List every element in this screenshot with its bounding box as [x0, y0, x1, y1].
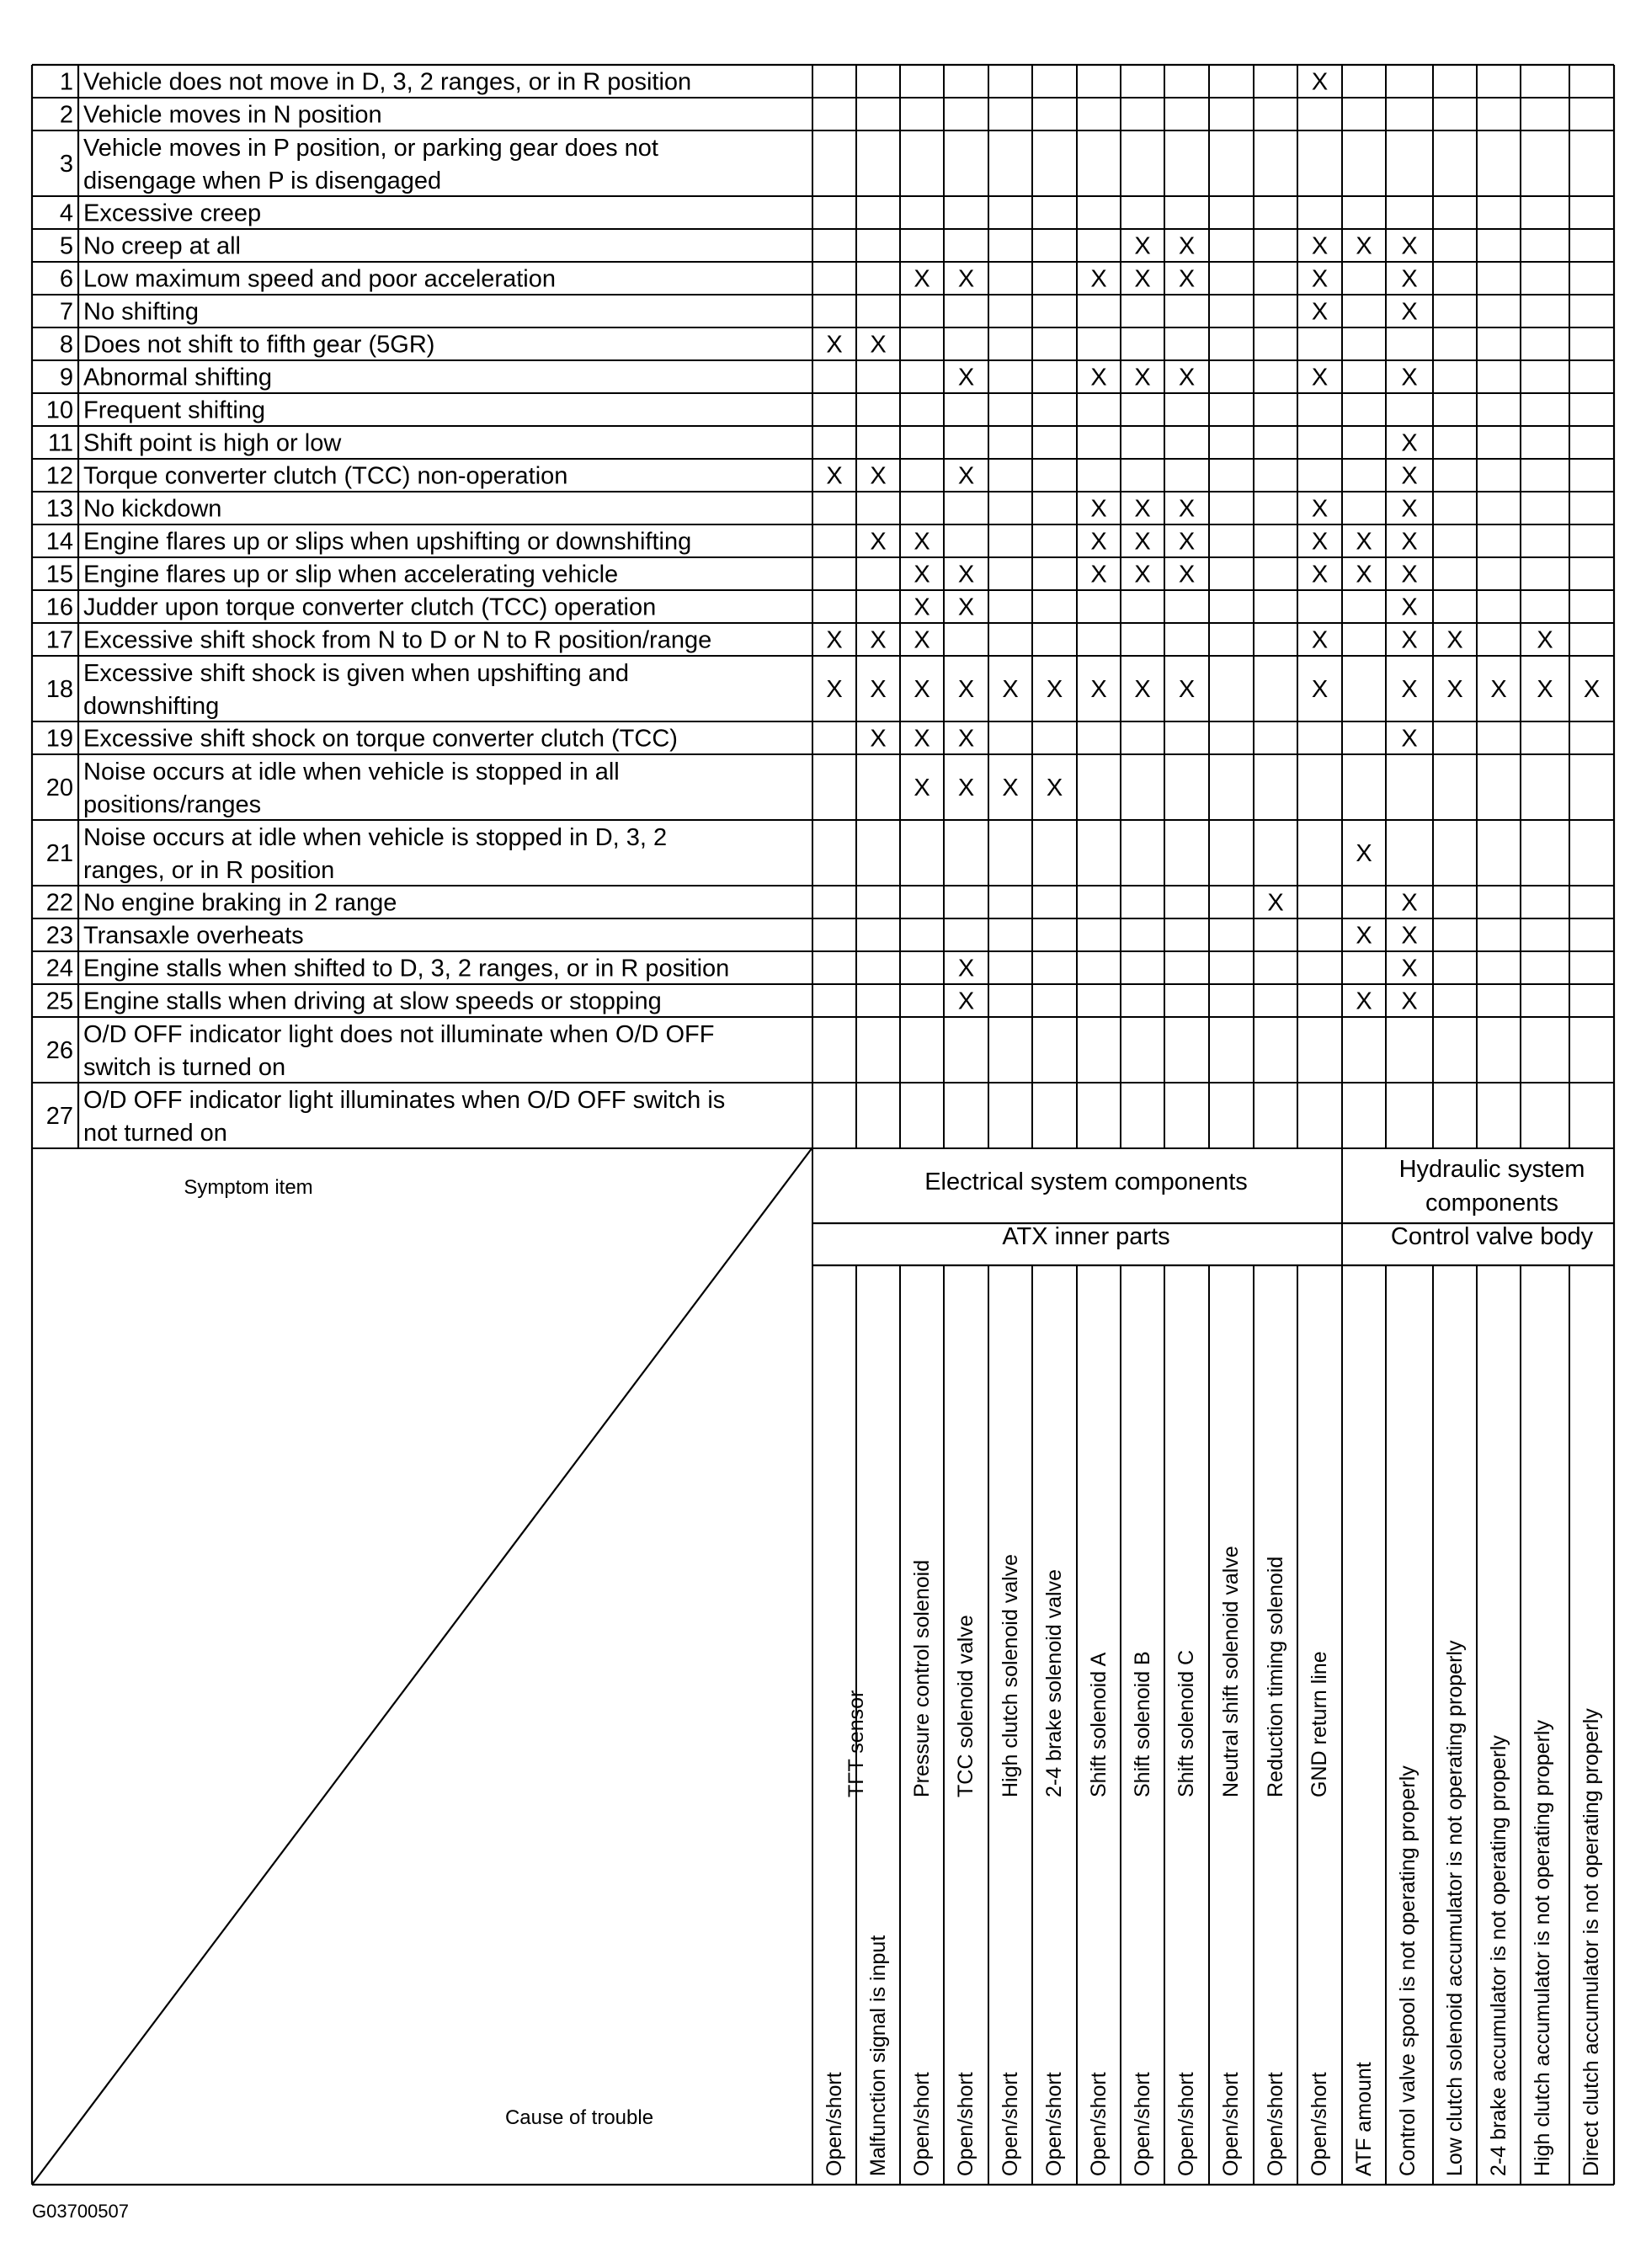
cause-mark: X	[1311, 265, 1329, 293]
symptom-text: downshifting	[83, 693, 220, 720]
component-column	[1131, 1651, 1154, 2176]
symptom-text: Noise occurs at idle when vehicle is stopped in D, 3, 2	[83, 824, 668, 851]
cause-mark: X	[1134, 265, 1151, 293]
component-name: Pressure control solenoid	[910, 1559, 934, 1797]
header-area	[184, 1156, 1603, 2176]
component-condition: Control valve spool is not operating properly	[1396, 1765, 1420, 2176]
symptom-item-label: Symptom item	[184, 1176, 313, 1199]
cause-mark: X	[1090, 528, 1107, 556]
component-column	[1396, 1765, 1420, 2176]
symptom-number: 18	[45, 676, 73, 703]
component-condition: Open/short	[1219, 2072, 1243, 2176]
component-column	[1487, 1735, 1510, 2176]
symptom-number: 11	[47, 429, 73, 457]
cause-mark: X	[826, 462, 843, 490]
hydraulic-system-header	[1399, 1156, 1585, 1217]
cause-mark: X	[1583, 676, 1601, 703]
cause-mark: X	[1356, 840, 1372, 867]
cause-mark: X	[957, 775, 975, 801]
symptom-text: Noise occurs at idle when vehicle is stopped in all	[83, 759, 620, 785]
cause-mark: X	[1446, 626, 1463, 654]
symptom-text: Excessive shift shock on torque converter clutch (TCC)	[83, 725, 678, 753]
component-column	[999, 1554, 1022, 2176]
symptom-text: Excessive shift shock from N to D or N to R position/range	[83, 626, 712, 654]
component-condition: Open/short	[1042, 2072, 1066, 2176]
cause-mark: X	[1401, 232, 1418, 260]
cause-marks	[826, 69, 1600, 1015]
symptom-text: O/D OFF indicator light does not illuminate when O/D OFF	[83, 1021, 715, 1048]
symptom-row	[46, 660, 629, 720]
cause-mark: X	[1401, 364, 1418, 391]
cause-mark: X	[1401, 429, 1418, 457]
symptom-row	[46, 1087, 726, 1147]
cause-mark: X	[1356, 561, 1372, 588]
symptom-text: Vehicle does not move in D, 3, 2 ranges, or in R position	[83, 68, 692, 96]
component-column	[910, 1560, 934, 2176]
symptom-number: 10	[45, 397, 73, 424]
cause-mark: X	[957, 955, 975, 982]
symptom-number: 3	[59, 151, 73, 178]
symptom-number: 21	[45, 840, 73, 867]
component-column	[1443, 1640, 1467, 2176]
symptom-number: 4	[59, 200, 73, 227]
cause-mark: X	[1134, 364, 1151, 391]
component-column	[1579, 1708, 1603, 2176]
cause-mark: X	[1490, 676, 1507, 703]
cause-mark: X	[1537, 626, 1553, 654]
cause-mark: X	[1311, 528, 1329, 556]
cause-mark: X	[1311, 495, 1329, 523]
component-column	[1531, 1720, 1554, 2176]
atx-inner-parts-header: ATX inner parts	[1002, 1223, 1170, 1250]
symptom-text: No engine braking in 2 range	[83, 889, 397, 917]
cause-mark: X	[1401, 922, 1418, 950]
symptom-text: Low maximum speed and poor acceleration	[83, 265, 556, 293]
component-name: 2-4 brake solenoid valve	[1042, 1569, 1066, 1797]
component-column	[1175, 1650, 1198, 2176]
component-condition: Low clutch solenoid accumulator is not operating properly	[1443, 1640, 1467, 2176]
component-name: GND return line	[1308, 1651, 1331, 1797]
symptom-row	[46, 594, 657, 621]
symptom-number: 22	[45, 889, 73, 917]
cause-mark: X	[1090, 495, 1107, 523]
symptom-number: 27	[45, 1103, 73, 1130]
cause-mark: X	[1134, 232, 1151, 260]
cause-mark: X	[1134, 561, 1151, 588]
cause-mark: X	[1178, 528, 1196, 556]
cause-mark: X	[957, 462, 975, 490]
symptom-text: Frequent shifting	[83, 397, 266, 424]
cause-mark: X	[1311, 232, 1329, 260]
control-valve-body-header: Control valve body	[1390, 1223, 1594, 1250]
component-condition: Open/short	[954, 2072, 977, 2176]
symptom-row	[60, 69, 691, 96]
symptom-number: 8	[59, 331, 73, 359]
symptom-text: Abnormal shifting	[83, 364, 273, 391]
cause-mark: X	[1178, 495, 1196, 523]
cause-mark: X	[1401, 889, 1418, 917]
cause-mark: X	[1356, 988, 1372, 1015]
cause-mark: X	[1356, 528, 1372, 556]
hydraulic-header-line: Hydraulic system	[1398, 1156, 1585, 1183]
symptom-text: Engine stalls when shifted to D, 3, 2 ranges, or in R position	[83, 955, 730, 982]
cause-mark: X	[1178, 265, 1196, 293]
component-column	[1264, 1557, 1287, 2176]
electrical-system-header: Electrical system components	[924, 1169, 1248, 1195]
symptom-text: O/D OFF indicator light illuminates when O/D OFF switch is	[83, 1087, 726, 1114]
symptom-number: 15	[45, 561, 73, 588]
symptom-text: Vehicle moves in N position	[83, 101, 382, 129]
component-condition: Open/short	[1087, 2072, 1111, 2176]
symptom-row	[46, 562, 618, 588]
symptom-row	[60, 200, 261, 227]
cause-mark: X	[1446, 676, 1463, 703]
symptom-row	[60, 102, 382, 129]
cause-mark: X	[1134, 495, 1151, 523]
symptom-number: 13	[45, 495, 73, 523]
cause-mark: X	[957, 676, 975, 703]
cause-mark: X	[914, 528, 930, 556]
component-name: Shift solenoid A	[1087, 1652, 1111, 1797]
symptom-number: 17	[45, 626, 73, 654]
component-name: Shift solenoid C	[1175, 1649, 1198, 1797]
cause-mark: X	[870, 528, 887, 556]
cause-mark: X	[1002, 676, 1019, 703]
cause-mark: X	[957, 561, 975, 588]
cause-mark: X	[1401, 462, 1418, 490]
cause-mark: X	[1134, 528, 1151, 556]
symptom-number: 20	[45, 775, 73, 801]
cause-mark: X	[1311, 68, 1329, 96]
cause-mark: X	[914, 725, 930, 753]
component-column	[1308, 1651, 1331, 2176]
symptom-text: disengage when P is disengaged	[83, 168, 442, 194]
symptom-row	[46, 726, 678, 753]
component-condition: Open/short	[823, 2072, 846, 2176]
cause-mark: X	[1401, 528, 1418, 556]
tft-sensor-label: TFT sensor	[844, 1690, 868, 1797]
cause-mark: X	[1178, 561, 1196, 588]
component-name: TCC solenoid valve	[954, 1615, 977, 1797]
component-condition: Open/short	[1175, 2072, 1198, 2176]
cause-mark: X	[1356, 922, 1372, 950]
symptom-row	[60, 266, 556, 293]
component-labels	[823, 1546, 1603, 2176]
cause-mark: X	[1401, 298, 1418, 326]
cause-mark: X	[870, 676, 887, 703]
cause-mark: X	[1178, 364, 1196, 391]
component-condition: Open/short	[1264, 2072, 1287, 2176]
cause-mark: X	[1311, 298, 1329, 326]
cause-mark: X	[1090, 364, 1107, 391]
cause-mark: X	[1046, 775, 1063, 801]
symptom-row	[48, 430, 342, 457]
symptom-text: positions/ranges	[83, 791, 262, 818]
symptom-text: No creep at all	[83, 232, 241, 260]
cause-mark: X	[1311, 626, 1329, 654]
component-name: Shift solenoid B	[1131, 1651, 1154, 1797]
component-condition: Open/short	[1131, 2072, 1154, 2176]
symptom-row	[46, 463, 568, 490]
cause-of-trouble-label: Cause of trouble	[504, 2106, 654, 2129]
symptom-number: 6	[59, 265, 73, 293]
cause-mark: X	[826, 676, 843, 703]
cause-mark: X	[957, 594, 975, 621]
component-name: Neutral shift solenoid valve	[1219, 1546, 1243, 1797]
symptom-number: 24	[45, 955, 73, 982]
symptom-row	[60, 135, 658, 194]
cause-mark: X	[870, 626, 887, 654]
component-column	[866, 1935, 890, 2176]
cause-mark: X	[870, 725, 887, 753]
cause-mark: X	[1401, 676, 1418, 703]
symptom-row	[60, 299, 199, 326]
component-column	[1042, 1569, 1066, 2176]
symptom-number: 9	[59, 364, 73, 391]
symptom-row	[46, 529, 691, 556]
symptom-text: No shifting	[83, 298, 200, 326]
symptom-text: Judder upon torque converter clutch (TCC) operation	[83, 594, 657, 621]
symptom-number: 19	[45, 725, 73, 753]
cause-mark: X	[1311, 676, 1329, 703]
cause-mark: X	[1134, 676, 1151, 703]
cause-mark: X	[1356, 232, 1372, 260]
symptom-text: Engine stalls when driving at slow speeds or stopping	[83, 988, 662, 1015]
cause-mark: X	[1311, 364, 1329, 391]
symptom-number: 7	[59, 298, 73, 326]
symptom-text: Transaxle overheats	[83, 922, 304, 950]
symptom-text: Does not shift to fifth gear (5GR)	[83, 331, 435, 359]
cause-mark: X	[870, 462, 887, 490]
cause-mark: X	[914, 561, 930, 588]
cause-mark: X	[914, 594, 930, 621]
symptom-row	[46, 988, 662, 1015]
symptom-text: not turned on	[83, 1120, 227, 1147]
symptom-text: switch is turned on	[83, 1054, 286, 1081]
symptom-row	[46, 1021, 715, 1081]
cause-mark: X	[957, 988, 975, 1015]
symptom-number: 14	[45, 528, 73, 556]
cause-mark: X	[914, 676, 930, 703]
cause-mark: X	[1401, 561, 1418, 588]
symptom-number: 12	[45, 462, 73, 490]
symptom-number: 5	[59, 232, 73, 260]
component-condition: ATF amount	[1352, 2062, 1376, 2176]
cause-mark: X	[1401, 626, 1418, 654]
component-condition: High clutch accumulator is not operating properly	[1531, 1720, 1554, 2176]
component-name: Reduction timing solenoid	[1264, 1556, 1287, 1797]
symptom-number: 26	[45, 1037, 73, 1064]
symptom-row	[46, 956, 730, 982]
component-column	[954, 1615, 977, 2176]
symptom-number: 2	[59, 101, 73, 129]
symptom-row	[46, 824, 667, 884]
cause-mark: X	[1002, 775, 1019, 801]
symptom-row	[60, 332, 435, 359]
figure-id: G03700507	[32, 2201, 129, 2222]
component-condition: Open/short	[999, 2072, 1022, 2176]
component-column	[1219, 1546, 1243, 2176]
component-condition: 2-4 brake accumulator is not operating properly	[1487, 1735, 1510, 2176]
cause-mark: X	[1311, 561, 1329, 588]
cause-mark: X	[826, 331, 843, 359]
symptom-row	[46, 923, 304, 950]
symptom-number: 1	[59, 68, 73, 96]
cause-mark: X	[870, 331, 887, 359]
symptom-row	[46, 890, 397, 917]
cause-mark: X	[914, 265, 930, 293]
cause-mark: X	[1537, 676, 1553, 703]
symptom-row	[46, 759, 620, 818]
symptom-row	[60, 365, 272, 391]
symptom-row	[46, 496, 222, 523]
cause-mark: X	[957, 725, 975, 753]
cause-mark: X	[1046, 676, 1063, 703]
component-column	[1087, 1652, 1111, 2176]
symptom-number: 23	[45, 922, 73, 950]
cause-mark: X	[1267, 889, 1284, 917]
symptom-number: 16	[45, 594, 73, 621]
symptom-row	[60, 233, 241, 260]
cause-mark: X	[1401, 495, 1418, 523]
cause-mark: X	[914, 775, 930, 801]
symptom-text: Excessive creep	[83, 200, 262, 227]
component-condition: Malfunction signal is input	[866, 1935, 890, 2176]
cause-mark: X	[826, 626, 843, 654]
symptom-text: ranges, or in R position	[83, 857, 335, 884]
cause-mark: X	[1090, 561, 1107, 588]
symptom-number: 25	[45, 988, 73, 1015]
cause-mark: X	[1178, 232, 1196, 260]
component-condition: Open/short	[910, 2072, 934, 2176]
cause-mark: X	[1401, 594, 1418, 621]
symptom-text: Vehicle moves in P position, or parking gear does not	[83, 135, 658, 162]
cause-mark: X	[1401, 265, 1418, 293]
cause-mark: X	[957, 265, 975, 293]
cause-mark: X	[1178, 676, 1196, 703]
component-column	[1352, 2062, 1376, 2176]
component-condition: Direct clutch accumulator is not operating properly	[1579, 1708, 1603, 2176]
symptom-text: Engine flares up or slip when accelerating vehicle	[83, 561, 619, 588]
hydraulic-header-line: components	[1425, 1190, 1558, 1217]
symptom-row	[46, 627, 712, 654]
cause-mark: X	[1090, 265, 1107, 293]
symptom-text: Torque converter clutch (TCC) non-operation	[83, 462, 568, 490]
symptom-text: Engine flares up or slips when upshifting or downshifting	[83, 528, 692, 556]
cause-mark: X	[957, 364, 975, 391]
symptom-text: Excessive shift shock is given when upshifting and	[83, 660, 630, 687]
symptom-text: Shift point is high or low	[83, 429, 342, 457]
symptom-text: No kickdown	[83, 495, 222, 523]
cause-mark: X	[914, 626, 930, 654]
cause-mark: X	[1401, 955, 1418, 982]
component-name: High clutch solenoid valve	[999, 1553, 1022, 1797]
cause-mark: X	[1090, 676, 1107, 703]
cause-mark: X	[1401, 988, 1418, 1015]
component-column	[823, 2072, 846, 2176]
cause-mark: X	[1401, 725, 1418, 753]
component-condition: Open/short	[1308, 2072, 1331, 2176]
